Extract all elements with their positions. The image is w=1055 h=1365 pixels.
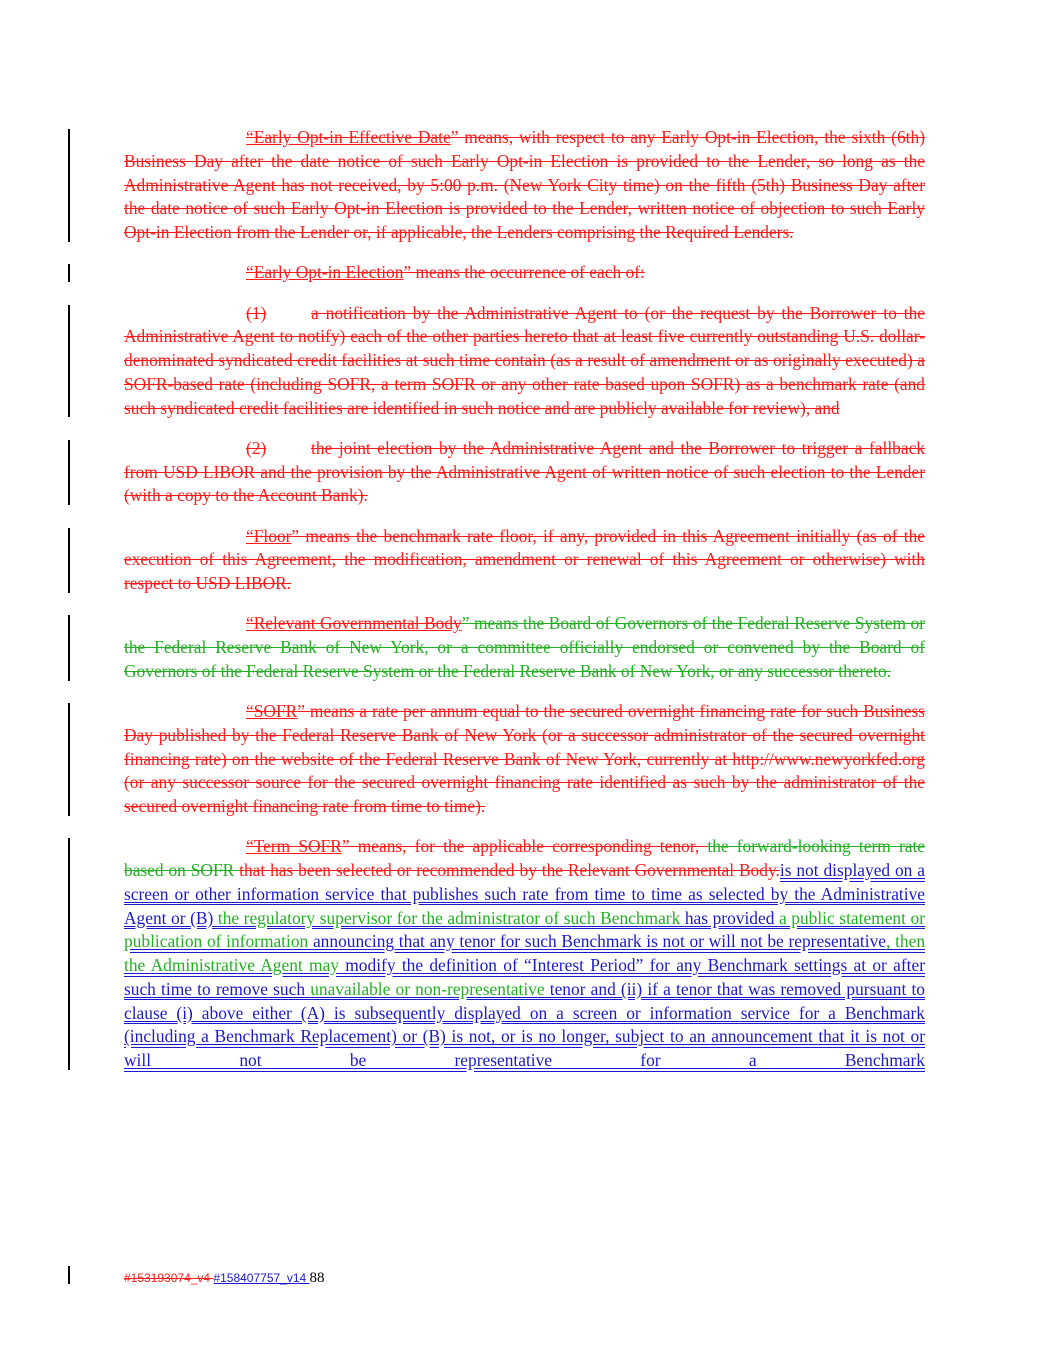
inserted-text: the regulatory supervisor for the administrator of such Benchmark	[217, 907, 685, 928]
deleted-document-id: #153193074_v4	[124, 1271, 214, 1285]
change-bar	[68, 264, 70, 282]
definition-relevant-governmental-body	[124, 612, 925, 683]
deleted-text: the joint election by the Administrative Agent and the Borrower to trigger a fallback from USD LIBOR and the provision by the Administrative Agent of written notice of such election to the Lender (with a copy to the Account Bank).	[124, 437, 925, 506]
page-number: 88	[309, 1270, 325, 1286]
clause-1	[124, 302, 925, 421]
change-bar	[68, 440, 70, 505]
deleted-text: that has been selected or recommended by the Relevant Governmental Body.	[239, 860, 780, 880]
inserted-text: , then the Administrative Agent may	[124, 931, 926, 975]
footer	[124, 1270, 325, 1287]
deleted-text: “Early Opt-in Election	[246, 262, 404, 283]
deleted-text: ” means the occurrence of each of:	[403, 262, 645, 283]
deleted-text: a notification by the Administrative Agent to (or the request by the Borrower to the Administrative Agent to notify) each of the other parties hereto that at least five currently outstanding U.S. dollar-denominated syndicated credit facilities at such time contain (as a result of amendment or as originally executed) a SOFR-based rate (including SOFR, a term SOFR or any other rate based upon SOFR) as a benchmark rate (and such syndicated credit facilities are identified in such notice and are publicly available for review), and	[124, 302, 925, 418]
change-bar	[68, 305, 70, 418]
inserted-document-id: #158407757_v14	[213, 1271, 310, 1285]
change-bar	[68, 1266, 70, 1284]
deleted-text: the forward-looking term rate based on SOFR	[124, 836, 926, 880]
definition-sofr	[124, 700, 925, 819]
deleted-text: ” means a rate per annum equal to the secured overnight financing rate for such Business Day published by the Federal Reserve Bank of New York (or a successor administrator of the secured overnight financing rate) on the website of the Federal Reserve Bank of New York, currently at http://www.newyorkfed.org (or any successor source for the secured overnight financing rate identified as such by the administrator of the secured overnight financing rate from time to time).	[124, 701, 925, 816]
change-bar	[68, 838, 70, 1070]
deleted-text: “Term SOFR	[246, 836, 342, 857]
deleted-text: “Early Opt-in Effective Date	[246, 127, 451, 147]
document-page	[124, 126, 925, 1089]
inserted-text: tenor and (ii) if a tenor that was removed pursuant to clause (i) above either (A) is subsequently displayed on a screen or information service for a Benchmark (including a Benchmark Replacement) or (B) is not, or is no longer, subject to an announcement that it is not or will not be representative for a Benchmark	[124, 978, 925, 1070]
inserted-text: announcing that any tenor for such Benchmark is not or will not be representative	[312, 931, 887, 952]
deleted-text: ” means the Board of Governors of the Federal Reserve System or the Federal Reserve Bank of New York, or a committee officially endorsed or convened by the Board of Governors of the Federal Reserve System or the Federal Reserve Bank of New York, or any successor thereto.	[124, 613, 926, 681]
inserted-text: has provided	[684, 907, 779, 928]
deleted-text: “Floor	[246, 525, 292, 546]
inserted-text: a public statement or publication of information	[124, 907, 925, 952]
definition-early-opt-in-effective-date	[124, 126, 925, 245]
definition-term-sofr	[124, 835, 925, 1073]
change-bar	[68, 615, 70, 680]
deleted-text: “Relevant Governmental Body	[246, 613, 462, 634]
change-bar	[68, 703, 70, 816]
deleted-text: (1)	[246, 302, 267, 323]
definition-early-opt-in-election	[124, 261, 925, 285]
change-bar	[68, 129, 70, 242]
deleted-text: (2)	[246, 437, 267, 458]
deleted-text: ” means the benchmark rate floor, if any, provided in this Agreement initially (as of the execution of this Agreement, the modification, amendment or renewal of this Agreement or otherwise) with respect to USD LIBOR.	[124, 525, 925, 593]
definition-floor	[124, 525, 925, 596]
inserted-text: is not displayed on a screen or other information service that publishes such rate from time to time as selected by the Administrative Agent or (B)	[124, 860, 925, 928]
deleted-text: “SOFR	[246, 701, 298, 721]
clause-2	[124, 437, 925, 508]
change-bar	[68, 528, 70, 593]
deleted-text: ” means, with respect to any Early Opt-in Election, the sixth (6th) Business Day after the date notice of such Early Opt-in Election is provided to the Lender, so long as the Administrative Agent has not received, by 5:00 p.m. (New York City time) on the fifth (5th) Business Day after the date notice of such Early Opt-in Election is provided to the Lender, written notice of objection to such Early Opt-in Election from the Lender or, if applicable, the Lenders comprising the Required Lenders.	[124, 127, 925, 242]
deleted-text: ” means, for the applicable corresponding tenor,	[341, 836, 708, 857]
inserted-text: modify the definition of “Interest Period” for any Benchmark settings at or after such time to remove such	[124, 955, 925, 999]
inserted-text: unavailable or non-representative	[310, 978, 545, 999]
